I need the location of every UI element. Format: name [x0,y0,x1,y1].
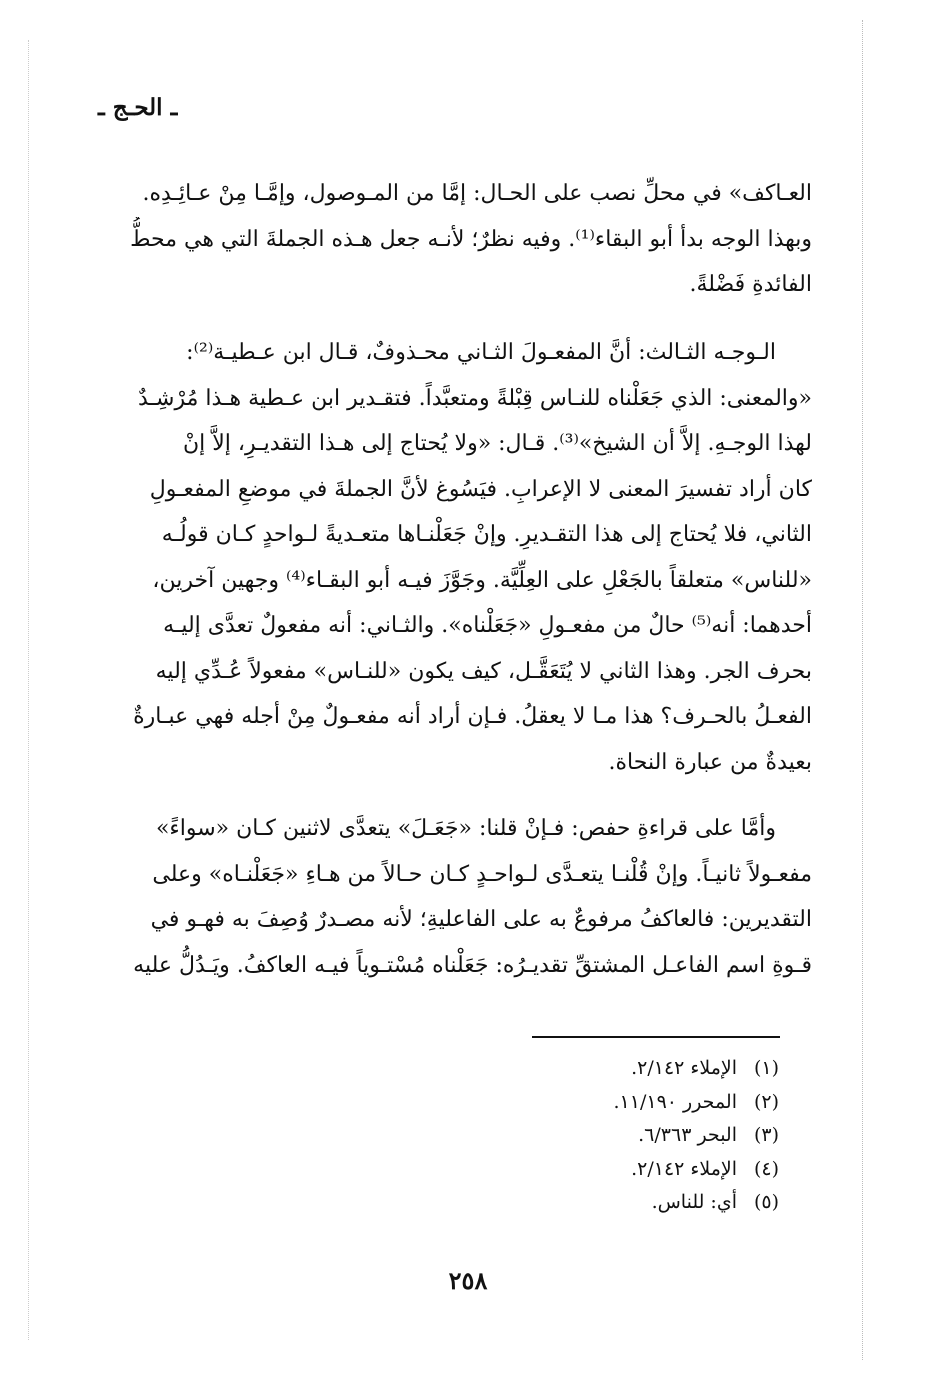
scan-margin-dots-left [28,40,30,1340]
footnote-text: الإملاء ٢/١٤٢. [631,1057,737,1079]
footnote-number: (٤) [753,1157,779,1180]
text-line: الـوجـه الثـالث: أنَّ المفعـولَ الثـاني محـذوفٌ، قـال ابن عـطيـة⁽²⁾: [186,340,776,365]
text-line: مفعـولاً ثانيـاً. وإنْ قُلْنـا يتعـدَّى لـواحـدٍ كـان حـالاً من هـاءِ «جَعَلْنـاه» وعلى [152,861,812,887]
text-line: الفائدةِ فَضْلةً. [689,272,812,297]
text-line: العـاكف» في محلِّ نصب على الحـال: إمَّا من المـوصول، وإمَّـا مِنْ عـائِـدِه. [142,181,812,206]
text-line: قـوةِ اسم الفاعـل المشتقِّ تقديـرُه: جَعَلْناه مُسْتـوياً فيـه العاكفُ. ويَـدُلُّ عليه [133,952,812,978]
text-line: «للناس» متعلقاً بالجَعْلِ على العِلِّيَّة. وجَوَّزَ فيـه أبو البقـاء⁽⁴⁾ وجهين آخرين، [152,567,812,593]
footnote [419,1186,779,1220]
text-line: وأمَّا على قراءةِ حفص: فـإنْ قلنا: «جَعَـلَ» يتعدَّى لاثنين كـان «سواءً» [155,816,776,841]
text-line: بحرف الجر. وهذا الثاني لا يُتَعَقَّـل، كيف يكون «للنـاس» مفعولاً عُـدِّي إليه [155,658,812,684]
text-line: «والمعنى: الذي جَعَلْناه للنـاس قِبْلةً ومتعبَّداً. فتقـدير ابن عـطية هـذا مُرْشِـدٌ [138,385,812,411]
footnote-text: البحر ٦/٣٦٣. [638,1124,737,1146]
footnote-number: (٢) [753,1090,779,1113]
text-line: لهذا الوجـهِ. إلاَّ أن الشيخ»⁽³⁾. قـال: «ولا يُحتاج إلى هـذا التقديـرِ، إلاَّ إنْ [182,431,812,456]
footnote-separator [532,1036,780,1038]
text-line: الثاني، فلا يُحتاج إلى هذا التقـديرِ. وإنْ جَعَلْنـاها متعـديةً لـواحدٍ كـان قولُـه [161,522,812,547]
footnotes [419,1052,779,1220]
footnote [419,1086,779,1120]
text-line: وبهذا الوجه بدأ أبو البقاء⁽¹⁾. وفيه نظرٌ؛ لأنـه جعل هـذه الجملةَ التي هي محطُّ [130,226,812,252]
footnote-text: المحرر ١١/١٩٠. [613,1090,737,1113]
text-line: أحدهما: أنه⁽⁵⁾ حالٌ من مفعـولِ «جَعَلْناه». والثـاني: أنه مفعولٌ تعدَّى إليـه [163,613,812,638]
footnote [419,1153,779,1187]
footnote [419,1119,779,1153]
footnote [419,1052,779,1086]
running-header: ـ الحـج ـ [98,94,178,121]
footnote-number: (١) [753,1057,779,1079]
footnote-number: (٥) [753,1191,779,1213]
footnote-number: (٣) [753,1124,779,1146]
paragraph-2 [96,330,812,785]
paragraph-1 [96,171,812,308]
footnote-text: أي: للناس. [651,1191,737,1213]
text-line: التقديرين: فالعاكفُ مرفوعٌ به على الفاعليةِ؛ لأنه مصـدرٌ وُصِفَ به فهـو في [150,907,812,932]
text-line: بعيدةٌ من عبارة النحاة. [608,749,812,775]
text-line: الفعـلُ بالحـرف؟ هذا مـا لا يعقلُ. فـإن أراد أنه مفعـولٌ مِنْ أجله فهي عبـارةٌ [133,704,812,729]
scan-margin-dots-right [862,20,864,1360]
footnote-text: الإملاء ٢/١٤٢. [631,1157,737,1180]
page-number: ٢٥٨ [448,1266,488,1295]
text-line: كان أراد تفسيرَ المعنى لا الإعرابِ. فيَسُوغ لأنَّ الجملةَ في موضعِ المفعـولِ [149,476,812,502]
paragraph-3 [96,806,812,988]
